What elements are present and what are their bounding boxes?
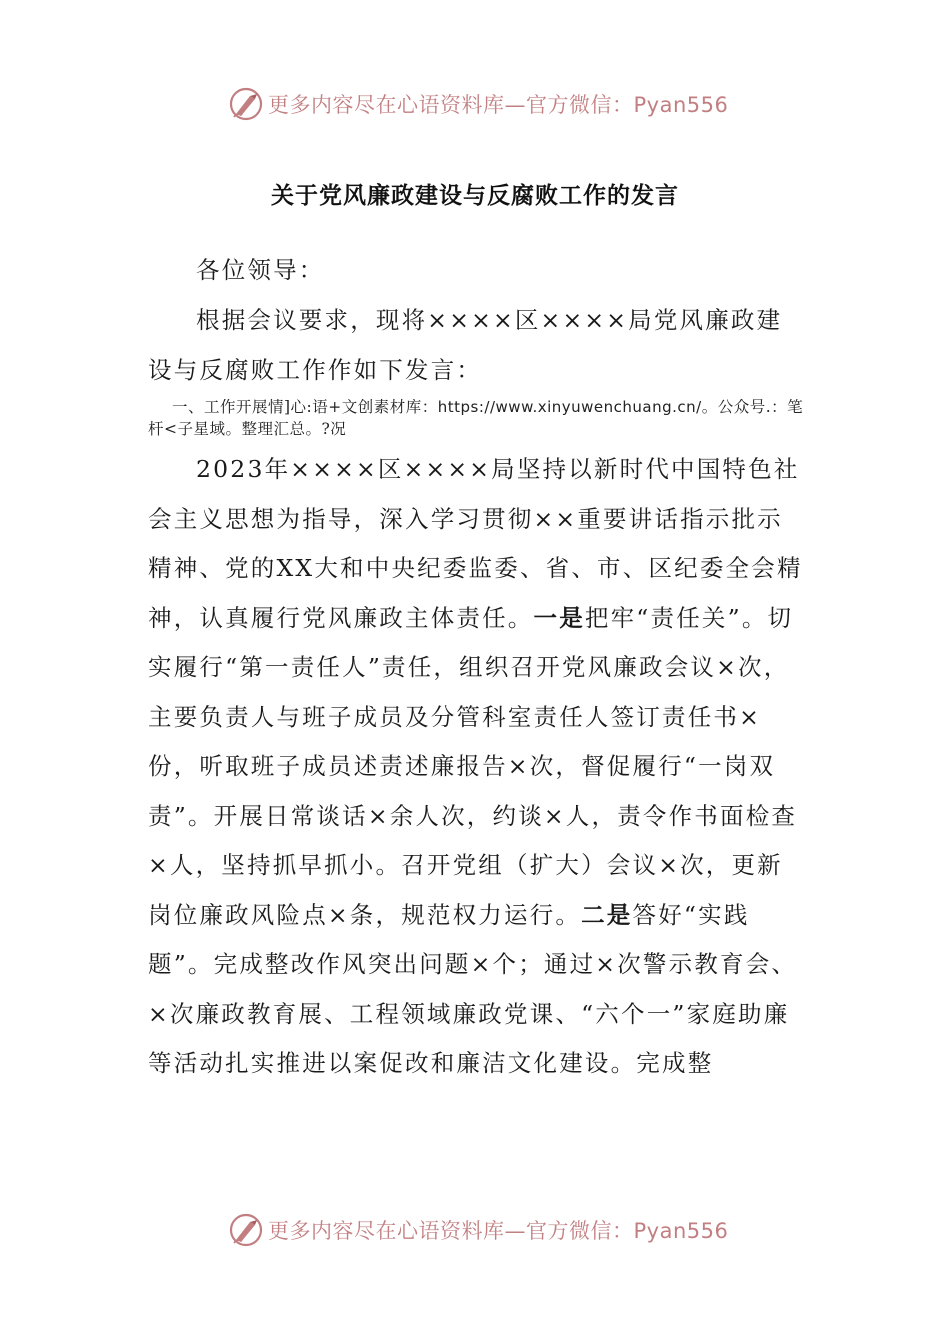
footer-banner-text: 更多内容尽在心语资料库—官方微信：Pyan556 — [268, 1219, 729, 1243]
document-title: 关于党风廉政建设与反腐败工作的发言 — [271, 183, 679, 209]
section-heading — [148, 396, 808, 440]
section-heading-prefix: 一、工作开展情]心:语+文创素材库： — [172, 398, 438, 416]
pen-logo-icon — [228, 1212, 264, 1248]
footer-banner — [228, 1210, 748, 1250]
greeting: 各位领导： — [196, 256, 325, 284]
body-bold-marker-1: 一是 — [533, 603, 585, 632]
source-link[interactable]: https://www.xinyuwenchuang.cn/ — [437, 398, 702, 416]
header-banner — [228, 84, 748, 124]
body-text-part-3: 答好“实践题”。完成整改作风突出问题×个；通过×次警示教育会、×次廉政教育展、工程领域廉政党课、“六个一”家庭助廉等活动扎实推进以案促改和廉洁文化建设。完成整 — [148, 900, 798, 1077]
section-heading-suffix: 。公众号.：笔杆<子星域。整理汇总。?况 — [148, 398, 804, 438]
pen-logo-icon — [228, 86, 264, 122]
body-text-part-1: 2023年××××区××××局坚持以新时代中国特色社会主义思想为指导，深入学习贯彻××重要讲话指示批示精神、党的XX大和中央纪委监委、省、市、区纪委全会精神，认真履行党风廉政主体责任。 — [148, 455, 803, 632]
body-paragraph — [148, 445, 808, 1089]
body-bold-marker-2: 二是 — [581, 900, 633, 929]
intro-paragraph: 根据会议要求，现将××××区××××局党风廉政建设与反腐败工作作如下发言： — [148, 306, 783, 384]
body-text-part-2: 把牢“责任关”。切实履行“第一责任人”责任，组织召开党风廉政会议×次，主要负责人与班子成员及分管科室责任人签订责任书×份，听取班子成员述责述廉报告×次，督促履行“一岗双责”。开展日常谈话×余人次，约谈×人，责令作书面检查×人，坚持抓早抓小。召开党组（扩大）会议×次，更新岗位廉政风险点×条，规范权力运行。 — [148, 603, 798, 929]
header-banner-text: 更多内容尽在心语资料库—官方微信：Pyan556 — [268, 93, 729, 117]
